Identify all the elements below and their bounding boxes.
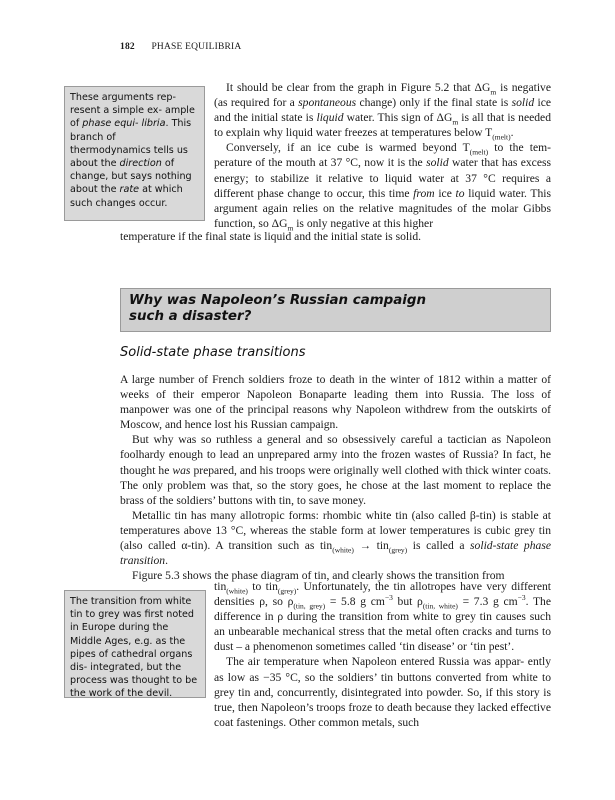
main-text-wide — [120, 372, 551, 583]
body-paragraph-2: But why was so ruthless a general and so obsessively careful a tactician as Napoleon foolhardy enough to lead an unprepared army into the frozen wastes of Russia? In fact, he thought he was prepared, and his troops were originally well clothed with thick winter coats. The only problem was that, so the story goes, he chose at the last moment to replace the brass of the soldiers’ buttons with tin, to save money. — [120, 433, 552, 507]
intro-paragraph-2-tail: temperature if the final state is liquid and the initial state is solid. — [120, 230, 422, 243]
page-number: 182 — [120, 42, 135, 52]
section-title-box — [120, 288, 551, 332]
section-title-line-1: Why was Napoleon’s Russian campaign — [129, 293, 427, 308]
body-paragraph-3: Metallic tin has many allotropic forms: rhombic white tin (also called β-tin) is stable at temperatures above 13 °C, whereas the stable form at lower temperatures is cubic grey tin (also called α-tin). A transition such as tin$_{(white)}$ → tin$_{(grey)}$ is called a solid-state phase transition. — [120, 508, 551, 568]
margin-note-phase-equilibria — [64, 86, 205, 221]
note1-text: of change, but says nothing about the — [70, 158, 192, 196]
margin-note-tin-history: The transition from white tin to grey was first noted in Europe during the Middle Ages, e.g. as the pipes of cathedral organs dis- integrated, but the process was thought to be the work of the devil. — [64, 590, 206, 698]
body-paragraph-4: tin$_{(white)}$ to tin$_{(grey)}$. Unfortunately, the tin allotropes have very different densities ρ, so $\rho_{(tin, grey)} = 5.8$ g $cm^{-3}$ but $\rho_{(tin, white)} = 7.3$ g $cm^{-3}$. The difference in ρ during the transition from white to grey tin causes such an unbearable mechanical stress that the metal often cracks and turns to dust – a phenomenon sometimes called ‘tin disease’ or ‘tin pest’. — [214, 580, 551, 654]
intro-column — [214, 80, 551, 231]
main-text-narrow — [214, 579, 551, 730]
body-paragraph-5: The air temperature when Napoleon entered Russia was appar- ently as low as −35 °C, so the soldiers’ tin buttons converted from white to grey tin and, concurrently, disintegrated into powder. So, if this story is true, then Napoleon’s troops froze to death because they lacked effective coat fastenings. Other common metals, such — [214, 655, 551, 729]
note1-emph-rate: rate — [119, 184, 140, 196]
running-header — [120, 42, 241, 52]
note1-text: . This branch of thermodynamics tells us about the — [70, 118, 192, 170]
intro-paragraph-1: It should be clear from the graph in Figure 5.2 that $\Delta G_m$ is negative (as required for a spontaneous change) only if the final state is solid ice and the initial state is liquid water. This sign of $\Delta G_m$ is all that is needed to explain why liquid water freezes at temperatures below $T_{(melt)}$. — [214, 81, 551, 142]
section-title-line-2: such a disaster? — [129, 309, 252, 324]
note1-text: at which such changes occur. — [70, 184, 183, 209]
body-paragraph-4-start: Figure 5.3 shows the phase diagram of tin, and clearly shows the transition from — [132, 569, 505, 583]
note1-text: These arguments rep- resent a simple ex- ample of — [70, 92, 195, 130]
running-title: PHASE EQUILIBRIA — [151, 42, 242, 52]
note1-emph-phase: phase equi- libria — [82, 118, 166, 130]
note1-emph-direction: direction — [119, 158, 162, 170]
intro-paragraph-2: Conversely, if an ice cube is warmed beyond $T_{(melt)}$ to the tem- perature of the mouth at 37 °C, now it is the solid water that has excess energy; to stabilize it relative to liquid water at 37 °C requires a different phase change to occur, this time from ice to liquid water. This argument again relies on the relative magnitudes of the molar Gibbs function, so $\Delta G_m$ is only negative at this higher — [214, 141, 552, 233]
section-subtitle: Solid-state phase transitions — [120, 345, 306, 360]
body-paragraph-1: A large number of French soldiers froze to death in the winter of 1812 within a matter of weeks of their emperor Napoleon Bonaparte leading them into Russia. The loss of manpower was one of the principal reasons why Napoleon withdrew from the outskirts of Moscow, and hence lost his Russian campaign. — [120, 373, 551, 432]
